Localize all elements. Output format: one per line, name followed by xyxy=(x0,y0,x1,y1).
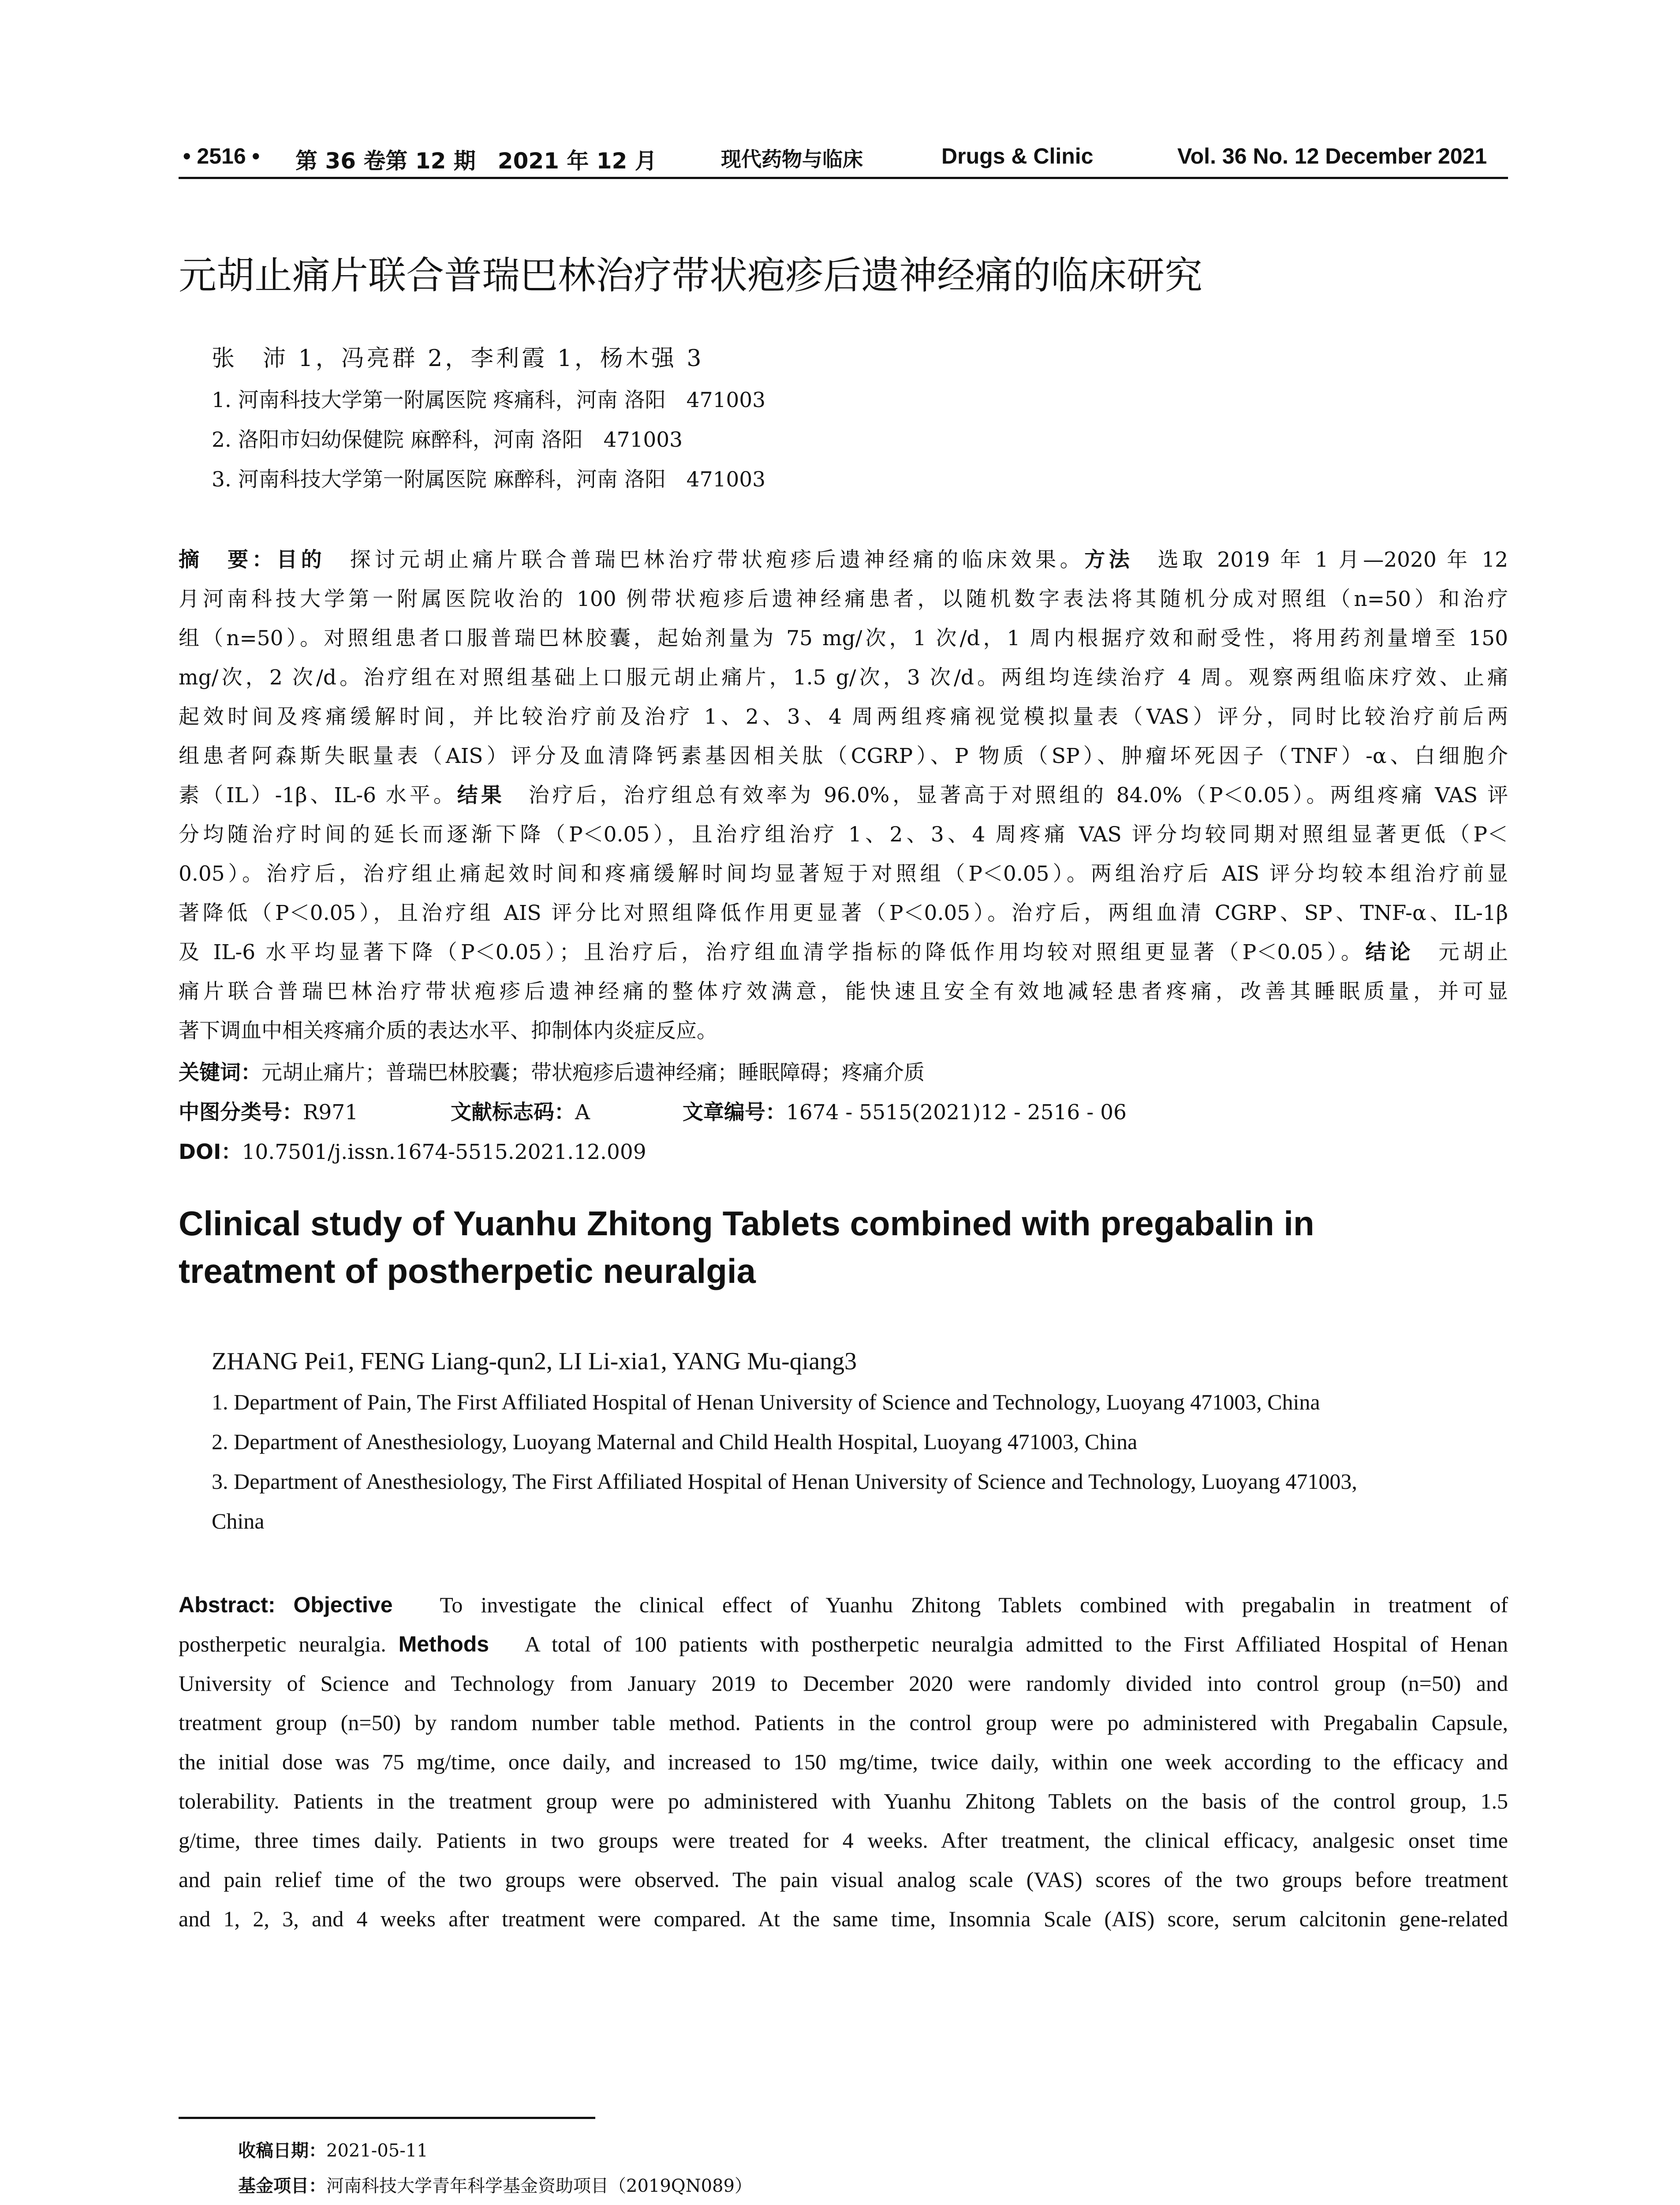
affiliation-en-3-cont: China xyxy=(212,1509,265,1533)
results-label: 结果 xyxy=(457,783,505,807)
affiliation-en-3: 3. Department of Anesthesiology, The First Affiliated Hospital of Henan University of Science and Technology, Luoyang 471003, xyxy=(212,1469,1357,1494)
abstract-cn-line: 组（n=50）。对照组患者口服普瑞巴林胶囊，起始剂量为 75 mg/次，1 次/d，1 周内根据疗效和耐受性，将用药剂量增至 150 xyxy=(179,626,1508,650)
keywords-cn: 关键词：元胡止痛片；普瑞巴林胶囊；带状疱疹后遗神经痛；睡眠障碍；疼痛介质 xyxy=(179,1061,925,1085)
abstract-en-line: tolerability. Patients in the treatment group were po administered with Yuanhu Zhitong Tablets on the basis of the control group, 1.5 xyxy=(179,1789,1508,1813)
affiliation-en-2: 2. Department of Anesthesiology, Luoyang Maternal and Child Health Hospital, Luoyang 471003, China xyxy=(212,1429,1138,1454)
page-number: • 2516 • xyxy=(183,144,260,168)
abstract-cn-line: 分均随治疗时间的延长而逐渐下降（P＜0.05），且治疗组治疗 1、2、3、4 周疼痛 VAS 评分均较同期对照组显著更低（P＜ xyxy=(179,822,1508,847)
authors-en: ZHANG Pei1, FENG Liang-qun2, LI Li-xia1, YANG Mu-qiang3 xyxy=(212,1348,857,1375)
abstract-en-line: University of Science and Technology from January 2019 to December 2020 were randomly divided into control group (n=50) and xyxy=(179,1671,1508,1696)
abstract-cn-line: 著下调血中相关疼痛介质的表达水平、抑制体内炎症反应。 xyxy=(179,1019,717,1043)
journal-name-en: Drugs & Clinic xyxy=(941,144,1094,168)
abstract-cn-line: mg/次，2 次/d。治疗组在对照组基础上口服元胡止痛片，1.5 g/次，3 次/d。两组均连续治疗 4 周。观察两组临床疗效、止痛 xyxy=(179,665,1508,690)
abstract-cn-line: 月河南科技大学第一附属医院收治的 100 例带状疱疹后遗神经痛患者，以随机数字表法将其随机分成对照组（n=50）和治疗 xyxy=(179,587,1508,611)
objective-en-label: Objective xyxy=(293,1592,393,1617)
article-number: 1674 - 5515(2021)12 - 2516 - 06 xyxy=(786,1100,1127,1125)
article-title-cn: 元胡止痛片联合普瑞巴林治疗带状疱疹后遗神经痛的临床研究 xyxy=(179,254,1202,298)
affiliation-cn-3: 3. 河南科技大学第一附属医院 麻醉科，河南 洛阳 471003 xyxy=(212,467,766,492)
methods-label: 方法 xyxy=(1084,548,1134,572)
classification-line: 中图分类号：R971 文献标志码：A 文章编号：1674 - 5515(2021)12 - 2516 - 06 xyxy=(179,1100,1127,1125)
abstract-cn-line: 著降低（P＜0.05），且治疗组 AIS 评分比对照组降低作用更显著（P＜0.05）。治疗后，两组血清 CGRP、SP、TNF-α、IL-1β xyxy=(179,901,1508,925)
doi-line: DOI：10.7501/j.issn.1674-5515.2021.12.009 xyxy=(179,1140,646,1164)
document-code: A xyxy=(575,1100,590,1125)
abstract-en-line: Abstract: Objective To investigate the clinical effect of Yuanhu Zhitong Tablets combined with pregabalin in treatment of xyxy=(179,1592,1508,1617)
abstract-cn-line: 及 IL-6 水平均显著下降（P＜0.05）；且治疗后，治疗组血清学指标的降低作用均较对照组更显著（P＜0.05）。结论 元胡止 xyxy=(179,940,1508,964)
abstract-cn-line: 素（IL）-1β、IL-6 水平。结果 治疗后，治疗组总有效率为 96.0%，显著高于对照组的 84.0%（P＜0.05）。两组疼痛 VAS 评 xyxy=(179,783,1508,807)
objective-label: 目的 xyxy=(276,548,326,572)
doi-link[interactable]: 10.7501/j.issn.1674-5515.2021.12.009 xyxy=(242,1140,646,1164)
abstract-cn-line: 起效时间及疼痛缓解时间，并比较治疗前及治疗 1、2、3、4 周两组疼痛视觉模拟量表（VAS）评分，同时比较治疗前后两 xyxy=(179,705,1508,729)
affiliation-cn-2: 2. 洛阳市妇幼保健院 麻醉科，河南 洛阳 471003 xyxy=(212,428,683,452)
conclusion-label: 结论 xyxy=(1365,940,1415,964)
authors-cn: 张 沛 1，冯亮群 2，李利霞 1，杨木强 3 xyxy=(212,345,704,372)
issue-en: Vol. 36 No. 12 December 2021 xyxy=(1177,144,1487,168)
abstract-en-line: and pain relief time of the two groups were observed. The pain visual analog scale (VAS) scores of the two groups before treatment xyxy=(179,1867,1508,1892)
article-title-en: Clinical study of Yuanhu Zhitong Tablets combined with pregabalin in treatment of postherpetic neuralgia xyxy=(179,1204,1314,1290)
affiliation-cn-1: 1. 河南科技大学第一附属医院 疼痛科，河南 洛阳 471003 xyxy=(212,388,766,412)
abstract-cn-line: 组患者阿森斯失眠量表（AIS）评分及血清降钙素基因相关肽（CGRP）、P 物质（SP）、肿瘤坏死因子（TNF）-α、白细胞介 xyxy=(179,744,1508,768)
abstract-en-line: treatment group (n=50) by random number table method. Patients in the control group were po administered with Pregabalin Capsule, xyxy=(179,1710,1508,1735)
abstract-en-line: and 1, 2, 3, and 4 weeks after treatment were compared. At the same time, Insomnia Scale (AIS) score, serum calcitonin gene-related xyxy=(179,1906,1508,1931)
abstract-cn xyxy=(179,540,1508,1050)
footnote-fund: 基金项目：河南科技大学青年科学基金资助项目（2019QN089） xyxy=(238,2176,752,2196)
abstract-label: 摘 要： xyxy=(179,548,277,572)
abstract-en-label: Abstract: xyxy=(179,1592,276,1617)
footnote-rule xyxy=(179,2117,595,2119)
abstract-en-line: g/time, three times daily. Patients in two groups were treated for 4 weeks. After treatment, the clinical efficacy, analgesic onset time xyxy=(179,1828,1508,1853)
abstract-en xyxy=(179,1585,1508,1939)
issue-cn: 第 36 卷第 12 期 2021 年 12 月 xyxy=(295,148,657,174)
footnote-received: 收稿日期：2021-05-11 xyxy=(238,2141,428,2161)
affiliation-en-1: 1. Department of Pain, The First Affiliated Hospital of Henan University of Science and Technology, Luoyang 471003, China xyxy=(212,1390,1320,1414)
clc-number: R971 xyxy=(303,1100,358,1125)
journal-name-cn: 现代药物与临床 xyxy=(721,147,863,171)
abstract-cn-line: 痛片联合普瑞巴林治疗带状疱疹后遗神经痛的整体疗效满意，能快速且安全有效地减轻患者疼痛，改善其睡眠质量，并可显 xyxy=(179,979,1508,1004)
methods-en-label: Methods xyxy=(398,1632,489,1656)
running-header xyxy=(179,139,1508,179)
abstract-cn-line: 摘 要：目的 探讨元胡止痛片联合普瑞巴林治疗带状疱疹后遗神经痛的临床效果。方法 选取 2019 年 1 月—2020 年 12 xyxy=(179,548,1508,572)
abstract-en-line: postherpetic neuralgia. Methods A total of 100 patients with postherpetic neuralgia admitted to the First Affiliated Hospital of Henan xyxy=(179,1632,1508,1656)
abstract-cn-line: 0.05）。治疗后，治疗组止痛起效时间和疼痛缓解时间均显著短于对照组（P＜0.05）。两组治疗后 AIS 评分均较本组治疗前显 xyxy=(179,862,1508,886)
abstract-en-line: the initial dose was 75 mg/time, once daily, and increased to 150 mg/time, twice daily, within one week according to the efficacy and xyxy=(179,1749,1508,1774)
